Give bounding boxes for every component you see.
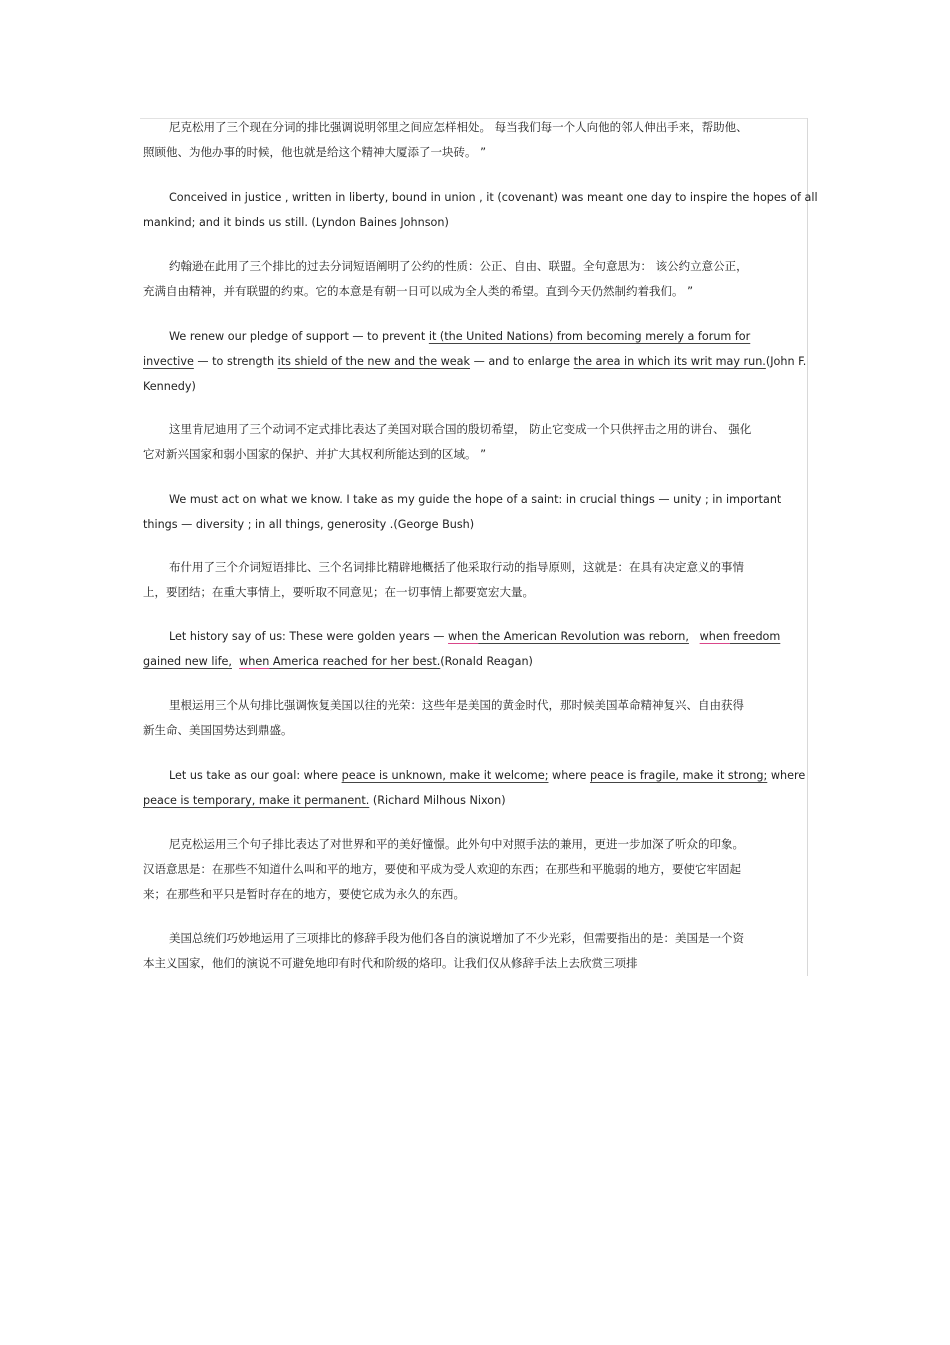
text-line: Kennedy) <box>143 380 196 393</box>
underlined-phrase: peace is unknown, make it welcome; <box>341 769 549 782</box>
paragraph-bush-analysis <box>143 555 803 605</box>
page-right-edge <box>807 118 808 976</box>
underlined-phrase: it (the United Nations) from becoming merely a forum for <box>428 330 751 343</box>
paragraph-reagan-analysis <box>143 693 803 743</box>
underlined-phrase: gained new life, <box>143 655 232 668</box>
text-line: 照顾他、为他办事的时候，他也就是给这个精神大厦添了一块砖。 ” <box>143 145 487 159</box>
text-line: 上，要团结；在重大事情上，要听取不同意见；在一切事情上都要宽宏大量。 <box>143 585 534 599</box>
quote-text: We renew our pledge of support — to prevent <box>169 330 429 343</box>
underlined-phrase: its shield of the new and the weak <box>277 355 471 368</box>
paragraph-nixon-analysis-1 <box>143 115 803 165</box>
text-line: 汉语意思是：在那些不知道什么叫和平的地方，要使和平成为受人欢迎的东西；在那些和平脆弱的地方，要使它牢固起 <box>143 862 741 876</box>
text-line: 来；在那些和平只是暂时存在的地方，要使它成为永久的东西。 <box>143 887 465 901</box>
quote-text: — and to enlarge <box>470 355 574 368</box>
underlined-phrase: peace is temporary, make it permanent. <box>143 794 370 807</box>
text-line: Conceived in justice , written in liberty, bound in union , it (covenant) was meant one day to inspire the hopes of all <box>169 191 818 204</box>
quote-text: Let history say of us: These were golden years — <box>169 630 449 643</box>
quote-text: (Richard Milhous Nixon) <box>369 794 506 807</box>
underlined-phrase: invective <box>143 355 194 368</box>
paragraph-johnson-analysis <box>143 254 803 304</box>
paragraph-reagan-quote <box>143 624 803 674</box>
text-line: 约翰逊在此用了三个排比的过去分词短语阐明了公约的性质：公正、自由、联盟。全句意思为： 该公约立意公正， <box>169 259 748 273</box>
paragraph-conclusion <box>143 926 803 976</box>
text-line: 它对新兴国家和弱小国家的保护、并扩大其权利所能达到的区域。 ” <box>143 447 487 461</box>
paragraph-nixon-analysis-2 <box>143 832 803 907</box>
paragraph-bush-quote <box>143 487 803 537</box>
text-line: 充满自由精神，并有联盟的约束。它的本意是有朝一日可以成为全人类的希望。直到今天仍然制约着我们。 ” <box>143 284 694 298</box>
text-line: 美国总统们巧妙地运用了三项排比的修辞手段为他们各自的演说增加了不少光彩，但需要指出的是：美国是一个资 <box>169 931 744 945</box>
quote-text: where <box>548 769 590 782</box>
quote-text: (Ronald Reagan) <box>440 655 533 668</box>
underlined-phrase: peace is fragile, make it strong; <box>589 769 768 782</box>
quote-text: (John F. <box>765 355 807 368</box>
text-line: 里根运用三个从句排比强调恢复美国以往的光荣：这些年是美国的黄金时代，那时候美国革命精神复兴、自由获得 <box>169 698 744 712</box>
text-line: We must act on what we know. I take as my guide the hope of a saint: in crucial things — unity ; in important <box>169 493 782 506</box>
pink-underlined-word: when <box>448 630 479 643</box>
quote-text: — to strength <box>193 355 278 368</box>
text-line: 尼克松运用三个句子排比表达了对世界和平的美好憧憬。此外句中对照手法的兼用，更进一步加深了听众的印象。 <box>169 837 744 851</box>
text-line <box>143 324 803 349</box>
underlined-phrase: the American Revolution was reborn, <box>478 630 689 643</box>
underlined-phrase: freedom <box>729 630 781 643</box>
quote-text: Let us take as our goal: where <box>169 769 342 782</box>
text-line: 布什用了三个介词短语排比、三个名词排比精辟地概括了他采取行动的指导原则，这就是：在具有决定意义的事情 <box>169 560 744 574</box>
text-line: 新生命、美国国势达到鼎盛。 <box>143 723 293 737</box>
text-line: things — diversity ; in all things, generosity .(George Bush) <box>143 518 475 531</box>
text-line <box>143 649 803 674</box>
text-line: 这里肯尼迪用了三个动词不定式排比表达了美国对联合国的殷切希望， 防止它变成一个只供抨击之用的讲台、 强化 <box>169 422 752 436</box>
text-line <box>143 624 803 649</box>
underlined-phrase: the area in which its writ may run. <box>573 355 766 368</box>
paragraph-kennedy-quote <box>143 324 807 399</box>
paragraph-kennedy-analysis <box>143 417 803 467</box>
text-line: 尼克松用了三个现在分词的排比强调说明邻里之间应怎样相处。 每当我们每一个人向他的邻人伸出手来，帮助他、 <box>169 120 748 134</box>
text-line <box>143 349 807 374</box>
text-line: 本主义国家，他们的演说不可避免地印有时代和阶级的烙印。让我们仅从修辞手法上去欣赏三项排 <box>143 956 638 970</box>
paragraph-nixon-quote <box>143 763 806 813</box>
text-line <box>143 763 806 788</box>
pink-underlined-word: when <box>239 655 270 668</box>
paragraph-johnson-quote <box>143 185 818 235</box>
text-line <box>143 788 803 813</box>
quote-text: where <box>767 769 806 782</box>
underlined-phrase: America reached for her best. <box>269 655 441 668</box>
pink-underlined-word: when <box>699 630 730 643</box>
text-line: mankind; and it binds us still. (Lyndon Baines Johnson) <box>143 216 449 229</box>
